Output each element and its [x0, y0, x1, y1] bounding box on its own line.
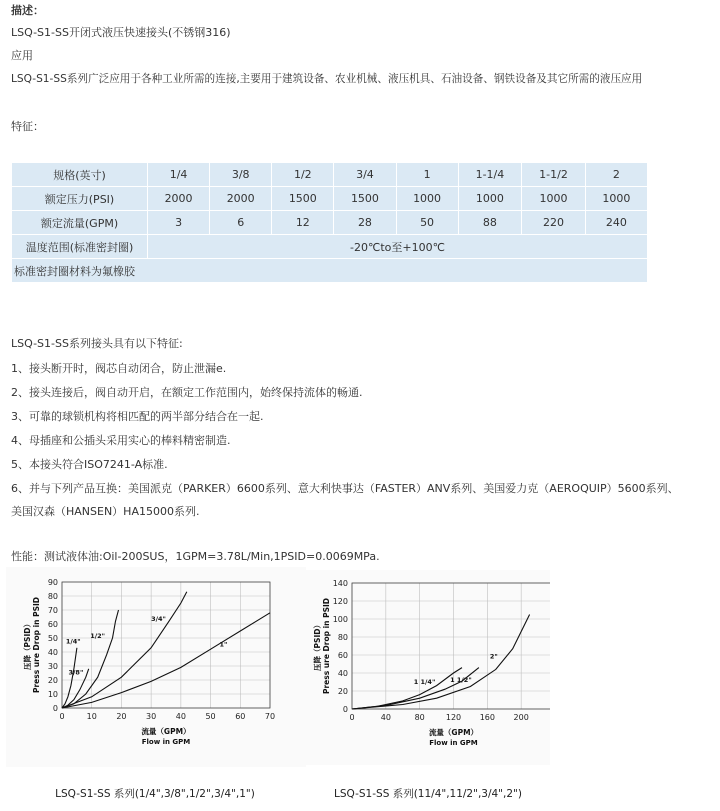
feature-item: 4、母插座和公插头采用实心的棒料精密制造. — [11, 434, 231, 447]
performance-text: 性能：测试液体油:Oil-200SUS，1GPM=3.78L/Min,1PSID=0.0069MPa. — [11, 550, 380, 563]
spec-row-temp — [12, 235, 647, 258]
y-tick-label: 10 — [47, 690, 58, 699]
spec-cell: 1500 — [272, 187, 333, 210]
y-axis-label-en: Press ure Drop in PSID — [32, 596, 41, 694]
feature-item: 1、接头断开时，阀芯自动闭合，防止泄漏e. — [11, 362, 227, 375]
spec-row — [12, 211, 647, 234]
spec-cell: 1000 — [586, 187, 647, 210]
y-tick-label: 40 — [337, 669, 348, 678]
chart-caption: LSQ-S1-SS 系列(1/4",3/8",1/2",3/4",1") — [55, 788, 255, 800]
y-tick-label: 20 — [337, 687, 348, 696]
x-tick-label: 120 — [445, 713, 462, 722]
y-tick-label: 20 — [47, 676, 58, 685]
spec-cell: 1-1/4 — [459, 163, 522, 186]
spec-cell: 3/4 — [334, 163, 395, 186]
spec-cell: 1000 — [459, 187, 522, 210]
y-tick-label: 100 — [332, 615, 348, 624]
feature-item: 2、接头连接后，阀自动开启，在额定工作范围内，始终保持流体的畅通. — [11, 386, 363, 399]
y-tick-label: 80 — [47, 592, 58, 601]
series-label: 1/4" — [65, 637, 81, 646]
spec-cell: 1-1/2 — [522, 163, 585, 186]
spec-row — [12, 187, 647, 210]
seal-label: 标准密封圈材料为氟橡胶 — [12, 259, 647, 282]
chart-right — [300, 570, 550, 808]
y-tick-label: 40 — [47, 648, 58, 657]
x-tick-label: 10 — [86, 712, 97, 721]
spec-row — [12, 163, 647, 186]
y-tick-label: 60 — [47, 620, 58, 629]
x-tick-label: 20 — [116, 712, 127, 721]
series-label: 1" — [219, 640, 228, 649]
y-tick-label: 140 — [332, 579, 348, 588]
feature-item: 5、本接头符合ISO7241-A标准. — [11, 458, 168, 471]
y-tick-label: 80 — [337, 633, 348, 642]
x-axis-label-cn: 流量（GPM） — [428, 728, 479, 737]
spec-cell: 2000 — [210, 187, 271, 210]
spec-cell: 220 — [522, 211, 585, 234]
y-tick-label: 60 — [337, 651, 348, 660]
chart-right-svg — [300, 570, 550, 808]
section-desc-title: 描述： — [11, 4, 44, 17]
x-axis-label-en: Flow in GPM — [141, 738, 191, 746]
x-axis-label-cn: 流量（GPM） — [141, 727, 191, 736]
x-tick-label: 40 — [175, 712, 186, 721]
series-label: 3/4" — [151, 615, 166, 624]
spec-cell: 12 — [272, 211, 333, 234]
y-tick-label: 50 — [47, 634, 58, 643]
x-tick-label: 40 — [380, 713, 391, 722]
feature-item: 3、可靠的球锁机构将相匹配的两半部分结合在一起. — [11, 410, 264, 423]
y-tick-label: 120 — [332, 597, 348, 606]
spec-cell: 88 — [459, 211, 522, 234]
x-tick-label: 80 — [414, 713, 425, 722]
spec-table — [11, 162, 648, 283]
spec-cell: 3/8 — [210, 163, 271, 186]
y-tick-label: 0 — [342, 705, 348, 714]
x-tick-label: 60 — [235, 712, 246, 721]
spec-cell: 3 — [148, 211, 209, 234]
x-tick-label: 30 — [146, 712, 157, 721]
y-tick-label: 30 — [47, 662, 58, 671]
features-intro: LSQ-S1-SS系列接头具有以下特征: — [11, 337, 183, 350]
spec-cell: 1000 — [522, 187, 585, 210]
chart-left — [6, 567, 306, 808]
spec-cell: 1/2 — [272, 163, 333, 186]
spec-cell: 2000 — [148, 187, 209, 210]
feature-item: 6、并与下列产品互换：美国派克（PARKER）6600系列、意大利快事达（FASTER）ANV系列、美国爱力克（AEROQUIP）5600系列、 — [11, 482, 679, 495]
chart-caption: LSQ-S1-SS 系列(11/4",11/2",3/4",2") — [334, 788, 522, 800]
feature-item: 美国汉森（HANSEN）HA15000系列. — [11, 505, 200, 518]
spec-row-label: 额定流量(GPM) — [12, 211, 147, 234]
spec-cell: 28 — [334, 211, 395, 234]
features-label: 特征： — [11, 120, 44, 133]
series-label: 3/8" — [68, 668, 84, 677]
x-tick-label: 200 — [513, 713, 529, 722]
y-axis-label-cn: 压降（PSID） — [23, 620, 32, 670]
product-title: LSQ-S1-SS开闭式液压快速接头(不锈钢316) — [11, 26, 231, 39]
spec-cell: 6 — [210, 211, 271, 234]
series-label: 2" — [489, 652, 498, 661]
series-label: 1 1/2" — [450, 676, 472, 684]
chart-left-svg — [6, 567, 306, 808]
x-tick-label: 70 — [264, 712, 276, 721]
spec-row-label: 额定压力(PSI) — [12, 187, 147, 210]
y-tick-label: 0 — [52, 704, 58, 713]
x-tick-label: 50 — [205, 712, 216, 721]
y-tick-label: 90 — [47, 578, 58, 587]
spec-cell: 1 — [397, 163, 458, 186]
application-text: LSQ-S1-SS系列广泛应用于各种工业所需的连接,主要用于建筑设备、农业机械、液压机具、石油设备、钢铁设备及其它所需的液压应用 — [11, 73, 643, 85]
spec-row-label: 规格(英寸) — [12, 163, 147, 186]
series-label: 1/2" — [90, 632, 106, 640]
x-tick-label: 0 — [59, 712, 65, 721]
spec-cell: 1/4 — [148, 163, 209, 186]
spec-row-seal — [12, 259, 647, 282]
spec-cell: 50 — [397, 211, 458, 234]
spec-cell: 1500 — [334, 187, 395, 210]
temp-label: 温度范围(标准密封圈) — [12, 235, 147, 258]
x-tick-label: 160 — [479, 713, 495, 722]
x-tick-label: 0 — [349, 713, 355, 722]
spec-cell: 240 — [586, 211, 647, 234]
series-label: 1 1/4" — [413, 677, 436, 686]
application-label: 应用 — [11, 49, 33, 62]
y-tick-label: 70 — [47, 606, 58, 615]
y-axis-label-en: Press ure Drop in PSID — [322, 597, 331, 695]
y-axis-label-cn: 压降（PSID） — [313, 621, 322, 671]
spec-cell: 2 — [586, 163, 647, 186]
x-axis-label-en: Flow in GPM — [429, 739, 478, 747]
temp-value: -20℃to至+100℃ — [148, 235, 647, 258]
spec-cell: 1000 — [397, 187, 458, 210]
